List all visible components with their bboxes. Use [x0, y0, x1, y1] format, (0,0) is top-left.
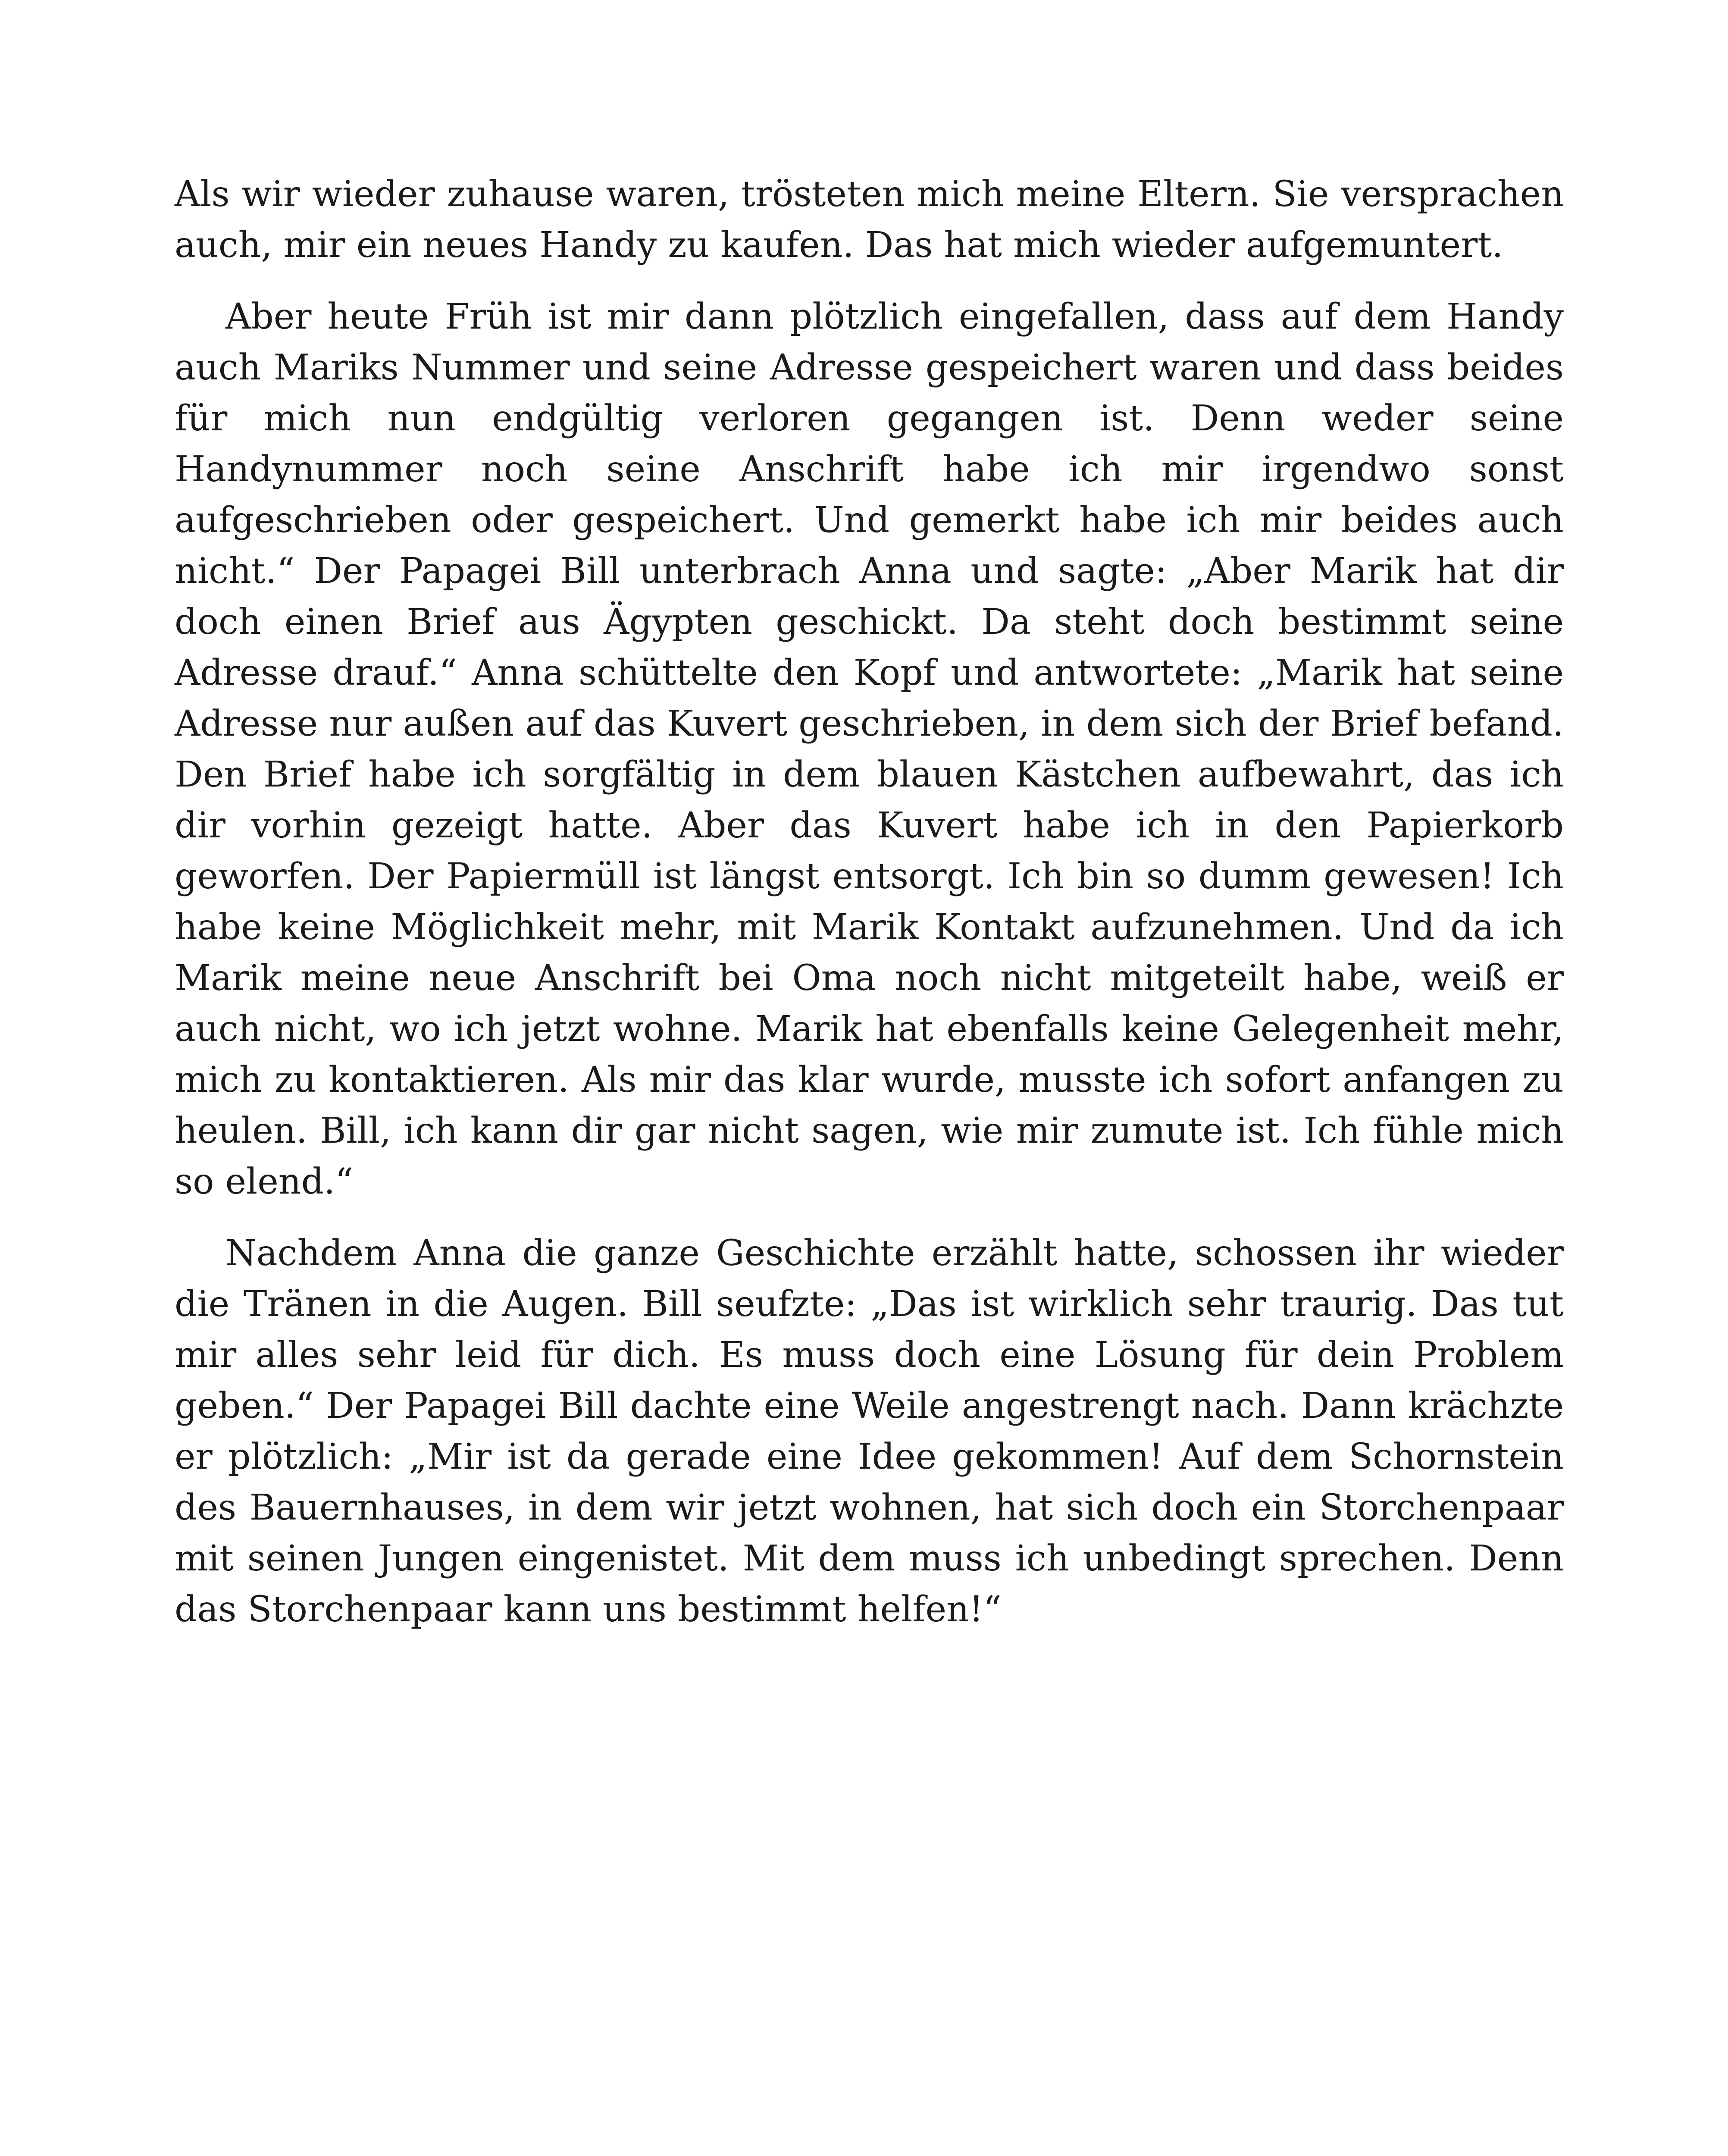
paragraph-2: Aber heute Früh ist mir dann plötzlich eingefallen, dass auf dem Handy auch Mariks Nummer und seine Adresse gespeichert waren und dass beides für mich nun endgültig verloren gegangen ist. Denn weder seine Handynummer noch seine Anschrift habe ich mir irgendwo sonst aufgeschrieben oder gespeichert. Und gemerkt habe ich mir beides auch nicht.“ Der Papagei Bill unterbrach Anna und sagte: „Aber Marik hat dir doch einen Brief aus Ägypten geschickt. Da steht doch bestimmt seine Adresse drauf.“ Anna schüttelte den Kopf und antwortete: „Marik hat seine Adresse nur außen auf das Kuvert geschrieben, in dem sich der Brief befand. Den Brief habe ich sorgfältig in dem blauen Kästchen aufbewahrt, das ich dir vorhin gezeigt hatte. Aber das Kuvert habe ich in den Papierkorb geworfen. Der Papiermüll ist längst entsorgt. Ich bin so dumm gewesen! Ich habe keine Möglichkeit mehr, mit Marik Kontakt aufzunehmen. Und da ich Marik meine neue Anschrift bei Oma noch nicht mitgeteilt habe, weiß er auch nicht, wo ich jetzt wohne. Marik hat ebenfalls keine Gelegenheit mehr, mich zu kontaktieren. Als mir das klar wurde, musste ich sofort anfangen zu heulen. Bill, ich kann dir gar nicht sagen, wie mir zumute ist. Ich fühle mich so elend.“ — [175, 296, 1564, 1202]
paragraph-1: Als wir wieder zuhause waren, trösteten mich meine Eltern. Sie versprachen auch, mir ein neues Handy zu kaufen. Das hat mich wieder aufgemuntert. — [175, 174, 1564, 266]
paragraph-spacer — [175, 1207, 1564, 1228]
paragraph-spacer — [175, 271, 1564, 291]
body-text — [175, 169, 1564, 1635]
paragraph-3: Nachdem Anna die ganze Geschichte erzählt hatte, schossen ihr wieder die Tränen in die Augen. Bill seufzte: „Das ist wirklich sehr traurig. Das tut mir alles sehr leid für dich. Es muss doch eine Lösung für dein Problem geben.“ Der Papagei Bill dachte eine Weile angestrengt nach. Dann krächzte er plötzlich: „Mir ist da gerade eine Idee gekommen! Auf dem Schornstein des Bauernhauses, in dem wir jetzt wohnen, hat sich doch ein Storchenpaar mit seinen Jungen eingenistet. Mit dem muss ich unbedingt sprechen. Denn das Storchenpaar kann uns bestimmt helfen!“ — [175, 1233, 1564, 1630]
